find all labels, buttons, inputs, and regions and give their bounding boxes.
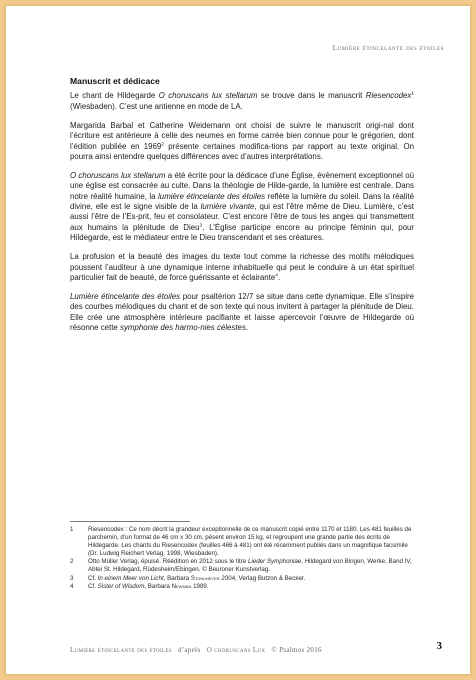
footnote-4 (70, 583, 418, 591)
footnote-text: Otto Müller Verlag, épuisé. Réédition en 2012 sous le titre Lieder Symphoniae, Hildegard von Bingen, Werke, Band IV, Abtei St. Hildegard, Rüdesheim/Ebingen. © Beuroner Kunstverlag. (88, 558, 412, 574)
paragraph-4: La profusion et la beauté des images du texte tout comme la richesse des motifs mélodiques poussent l’auditeur à une dynamique interne inhabituelle qui peut le conduire à un état spirituel particulier fait de beauté, de force guérissante et éclairante$^4$. (70, 252, 414, 282)
footnote-ref-2[interactable]: 2 (161, 141, 164, 147)
footnote-ref-3[interactable]: 3 (199, 223, 203, 229)
footnote-text: Cf. In einem Meer von Licht, Barbara Stühlmeyer 2004, Verlag Butzon & Becker. (88, 574, 306, 582)
document-page (6, 6, 470, 674)
footer-title: Lumière étincelante des étoiles (70, 646, 172, 654)
footnote-3 (70, 575, 418, 583)
footer-work: O choruscans Lux (206, 646, 266, 654)
paragraph-1: Le chant de Hildegarde O choruscans lux stellarum se trouve dans le manuscrit Riesencodex$^1$ (Wiesbaden). C’est une antienne en mode de LA. (70, 91, 414, 111)
footer-copyright: © Psalmos 2016 (271, 646, 322, 654)
footnote-number: 1 (70, 526, 74, 533)
footnote-ref-4[interactable]: 4 (275, 273, 278, 279)
footnotes (70, 521, 418, 591)
paragraph-5: Lumière étincelante des étoiles pour psaltérion 12/7 se situe dans cette dynamique. Elle s’inspire des courbes mélodiques du chant et de son texte qui nous invitent à partager la plénitude de Dieu. Elle crée une atmosphère intérieure pacifiante et laisse apercevoir l’œuvre de Hildegarde où résonne cette symphonie des harmo-nies célestes. (70, 291, 414, 333)
footnote-number: 3 (70, 574, 74, 582)
footer-after: d’après (177, 646, 201, 654)
paragraph-2: Margarida Barbal et Catherine Weidemann ont choisi de suivre le manuscrit origi-nal dont l’écriture est antérieure à celle des neumes en forme carrée bien connue pour le grégorien, dont l’édition publiée en 1969$^2$ présente certaines modifica-tions par rapport au texte original. On pourra ainsi entendre quelques différences avec d’autres interprétations. (70, 120, 414, 161)
footnote-1 (70, 526, 418, 558)
page-footer (70, 646, 322, 654)
page-number: 3 (436, 640, 442, 652)
footnote-number: 2 (70, 558, 74, 566)
section-title: Manuscrit et dédicace (70, 76, 160, 86)
footnote-text: Cf. Sister of Wisdom, Barbara Newman 1989. (88, 582, 209, 590)
paragraph-3: O choruscans lux stellarum a été écrite pour la dédicace d’une Église, évènement exceptionnel où une église est consacrée au culte. Dans la théologie de Hilde-garde, la lumière est centrale. Dans notre réalité humaine, la lumière étincelante des étoiles reflète la lumière du soleil. Dans la réalité divine, elle est le signe visible de la lumière vivante, qui est l’être même de Dieu. Lumière, c’est aussi l’être de l’Es-prit, feu et consolateur. C’est encore l’être de tous les anges qui transmettent aux humains la plénitude de Dieu$^3$. L’Église participe encore au principe féminin qui, pour Hildegarde, est le médiateur entre le Dieu transcendant et ses créatures. (70, 170, 414, 243)
footnote-2 (70, 558, 418, 574)
running-header: Lumière étincelante des étoiles (332, 44, 444, 52)
main-content (70, 76, 414, 342)
footnote-divider (70, 521, 190, 522)
footnote-text: Riesencodex : Ce nom décrit la grandeur exceptionnelle de ce manuscrit copié entre 1170 et 1180. Les 481 feuilles de parchemin, d’un format de 46 cm x 30 cm, pèsent environ 15 kg, et regroupent une grande partie des écrits de Hildegarde. Les chants du Riesencodex (feuilles 466 à 481) ont été récemment publiés dans un magnifique facsimile (Dr. Ludwig Reichert Verlag, 1998, Wiesbaden). (88, 526, 412, 558)
footnote-number: 4 (70, 582, 74, 590)
footnote-ref-1[interactable]: 1 (411, 91, 414, 97)
